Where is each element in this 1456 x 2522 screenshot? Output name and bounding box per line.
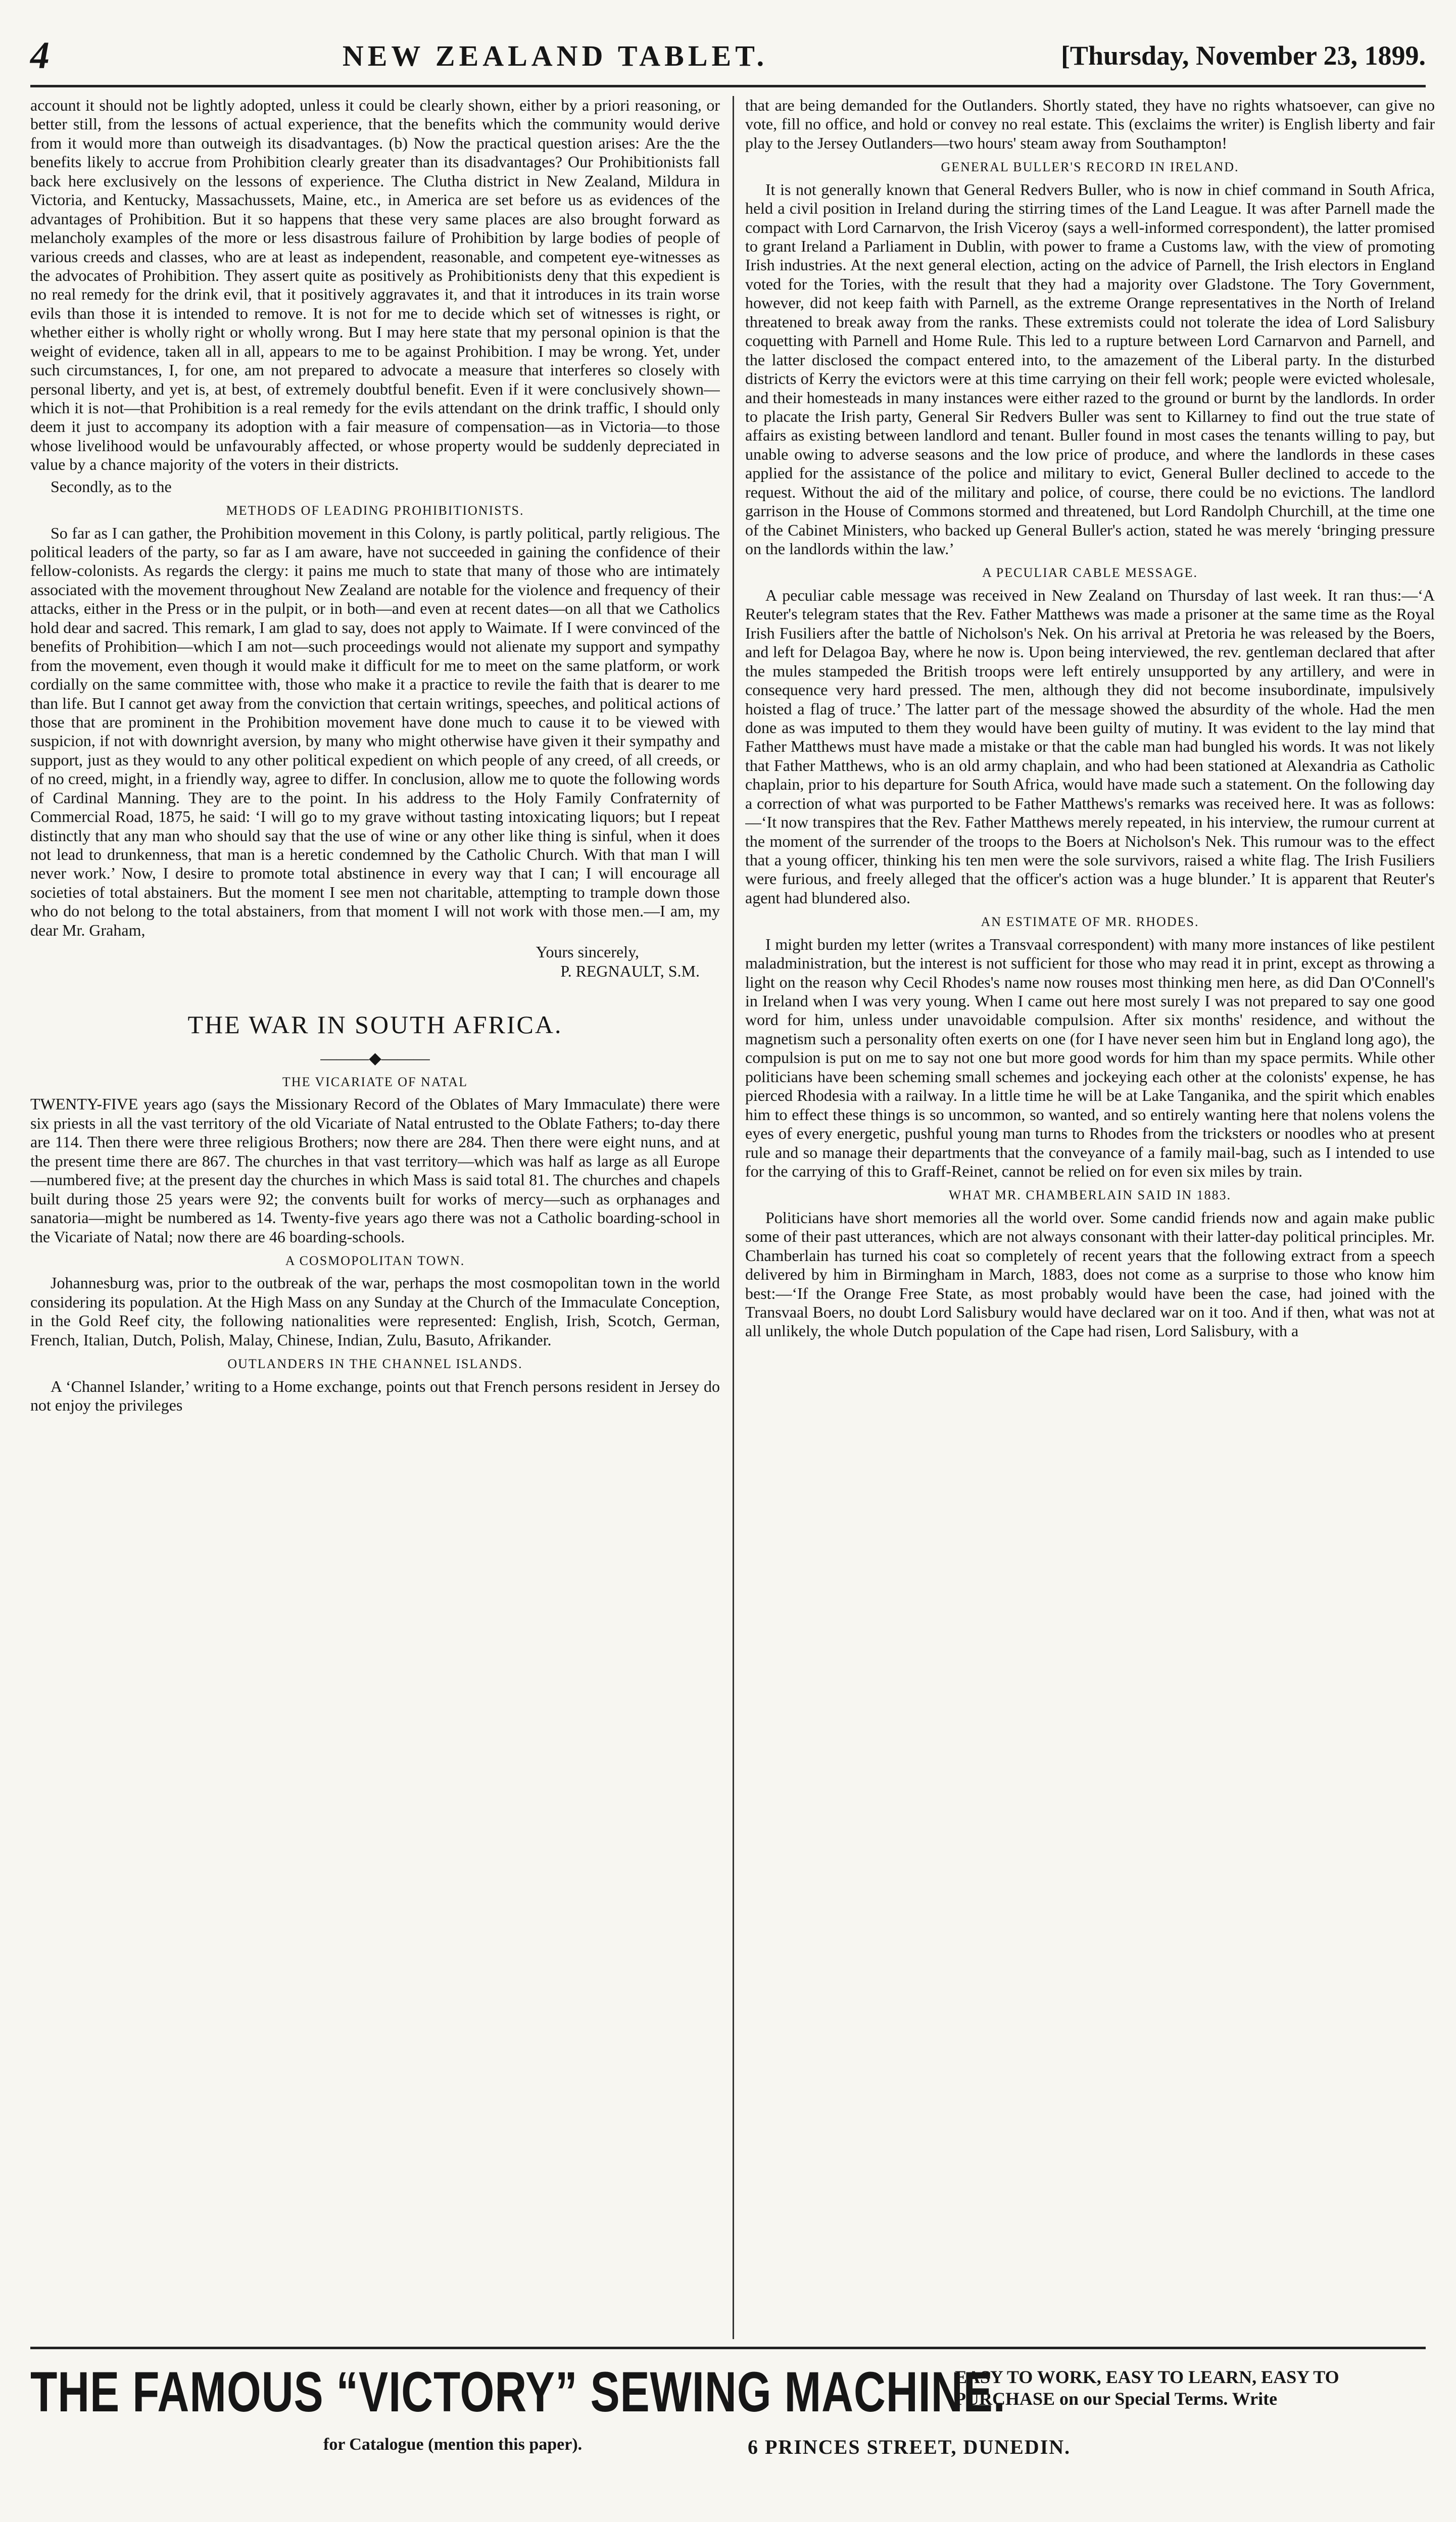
paragraph: account it should not be lightly adopted, unless it could be clearly shown, either by a priori reasoning, or better still, from the lessons of actual experience, that the benefits which the community would derive from it would more than outweigh its disadvantages. (b) Now the practical question arises: Are the the benefits likely to accrue from Prohibition clearly greater than its disadvantages? Our Prohibitionists fall back here exclusively on the lessons of experience. The Clutha district in New Zealand, Mildura in Victoria, and Kentucky, Massachussets, Maine, etc., in America are set before us as evidences of the advantages of Prohibition. But it so happens that these very same places are also brought forward as melancholy examples of the more or less disastrous failure of Prohibition by large bodies of people of various creeds and classes, who are at least as independent, reasonable, and competent eye-witnesses as the advocates of Prohibition. They assert quite as positively as Prohibitionists deny that this expedient is no real remedy for the drink evil, that it positively aggravates it, and that it introduces in its train worse evils than those it is intended to remove. It is not for me to decide which set of witnesses is right, or whether either is wholly right or wholly wrong. But I may here state that my personal opinion is that the weight of evidence, taken all in all, appears to me to be against Prohibition. I may be wrong. Yet, under such circumstances, I, for one, am not prepared to advocate a measure that interferes so closely with personal liberty, and yet is, at best, of extremely doubtful benefit. Even if it were conclusively shown—which it is not—that Prohibition is a real remedy for the evils attendant on the drink traffic, I should only deem it just to accompany its adoption with a fair measure of compensation—as in Victoria—to those whose livelihood would be unfavourably affected, or whose property would be suddenly depreciated in value by a chance majority of the voters in their districts. — [30, 96, 720, 474]
subheading-cosmopolitan: A COSMOPOLITAN TOWN. — [285, 1253, 465, 1268]
sewing-machine-advert — [30, 2359, 1426, 2496]
paragraph: I might burden my letter (writes a Transvaal correspondent) with many more instances of like pestilent maladministration, but the interest is not sufficient for those who may read it in print, except as throwing a light on the reason why Cecil Rhodes's name now rouses most thinking men here, as did Dan O'Connell's in Ireland when I was very young. When I came out here most surely I was not prepared to say one good word for him, unless under unavoidable compulsion. After six months' residence, and without the magnetism such a personality often exerts on one (for I have never seen him but in England long ago), the compulsion is put on me to say not one but more good words for him than my space permits. While other politicians have been scheming small schemes and jockeying each other at the colonists' expense, he has pierced Rhodesia with a railway. In a little time he will be at Lake Tanganika, and the spirit which enables him to effect these things is so uncommon, so wanted, and so entirely wanting here that nolens volens the eyes of every energetic, pushful young man turns to Rhodes from the tricksters or noodles who at present rule and so manage their departments that the conveyance of a family mail-bag, such as I intended to use for the carrying of this to Graff-Reinet, cannot be relied on for even six miles by train. — [745, 935, 1435, 1180]
subheading-cable: A PECULIAR CABLE MESSAGE. — [982, 565, 1198, 580]
advert-side-text: EASY TO WORK, EASY TO LEARN, EASY TO PURCHASE on our Special Terms. Write — [955, 2367, 1339, 2409]
letter-closing: Yours sincerely, — [536, 943, 639, 961]
paragraph: A peculiar cable message was received in New Zealand on Thursday of last week. It ran thus:—‘A Reuter's telegram states that the Rev. Father Matthews was made a prisoner at the same time as the Royal Irish Fusiliers after the battle of Nicholson's Nek. On his arrival at Pretoria he was released by the Boers, and left for Delagoa Bay, where he now is. Upon being interviewed, the rev. gentleman declared that after the mules stampeded the British troops were left entirely unsupported by any artillery, and were in consequence very hard pressed. The men, although they did not become insubordinate, impulsively hoisted a flag of truce.’ The latter part of the message showed the absurdity of the whole. Had the men done as was imputed to them they would have been guilty of mutiny. It was evident to the lay mind that Father Matthews must have made a mistake or that the cable man had bungled his words. It was not likely that Father Matthews, who is an old army chaplain, and who had been stationed at Alexandria as Catholic chaplain, prior to his departure for South Africa, would have made such a statement. On the following day a correction of what was purported to be Father Matthews's remarks was received here. It was as follows:—‘It now transpires that the Rev. Father Matthews merely repeated, in his interview, the rumour current at the moment of the surrender of the troops to the Boers at Nicholson's Nek. This rumour was to the effect that a young officer, thinking his ten men were the sole survivors, raised a white flag. The Irish Fusiliers were furious, and freely alleged that the officer's action was a huge blunder.’ It is apparent that Reuter's agent had blundered also. — [745, 586, 1435, 907]
paragraph: TWENTY-FIVE years ago (says the Missionary Record of the Oblates of Mary Immaculate) there were six priests in all the vast territory of the old Vicariate of Natal entrusted to the Oblate Fathers; to-day there are 114. Then there were three religious Brothers; now there are 284. Then there were eight nuns, and at the present time there are 867. The churches in that vast territory—which was half as large as all Europe—numbered five; at the present day the churches in which Mass is said total 81. The churches and chapels built during those 25 years were 92; the convents built for works of mercy—such as orphanages and sanatoria—might be numbered as 14. Twenty-five years ago there was not a Catholic boarding-school in the Vicariate of Natal; now there are 46 boarding-schools. — [30, 1095, 720, 1246]
page-number: 4 — [30, 34, 50, 77]
issue-date: [Thursday, November 23, 1899. — [1060, 40, 1426, 71]
subheading-rhodes: AN ESTIMATE OF MR. RHODES. — [981, 914, 1199, 930]
advert-catalogue-text: for Catalogue (mention this paper). — [323, 2435, 583, 2454]
masthead-rule — [30, 85, 1426, 87]
masthead — [30, 30, 1426, 81]
paragraph: Secondly, as to the — [51, 477, 172, 496]
letter-signature: P. REGNAULT, S.M. — [560, 961, 700, 980]
ornament-divider: ———◆——— — [320, 1048, 430, 1067]
paragraph: A ‘Channel Islander,’ writing to a Home exchange, points out that French persons resident in Jersey do not enjoy the privileges — [30, 1377, 720, 1414]
paragraph: So far as I can gather, the Prohibition movement in this Colony, is partly political, partly religious. The political leaders of the party, so far as I am aware, have not succeeded in gaining the confidence of their fellow-colonists. As regards the clergy: it pains me much to state that many of those who are intimately associated with the movement throughout New Zealand are notable for the violence and frequency of their attacks, either in the Press or in the pulpit, or in both—and even at recent dates—on all that we Catholics hold dear and sacred. This remark, I am glad to say, does not apply to Waimate. If I were convinced of the benefits of Prohibition—which I am not—such proceedings would not alienate my support and sympathy from the movement, even though it would make it difficult for me to meet on the same platform, or work cordially on the same committee with, those who make it a practice to revile the faith that is dearer to me than life. But I cannot get away from the conviction that certain writings, speeches, and political actions of those that are prominent in the Prohibition movement have done much to cause it to be viewed with suspicion, if not with downright aversion, by many who might otherwise have given it their sympathy and support, just as they would to any other political expedient on which people of any creed, of all creeds, or of no creed, might, in a friendly way, agree to differ. In conclusion, allow me to quote the following words of Cardinal Manning. They are to the point. In his address to the Holy Family Confraternity of Commercial Road, 1875, he said: ‘I will go to my grave without tasting intoxicating liquors; but I repeat distinctly that any man who should say that the use of wine or any other like thing is sinful, when it does not lead to drunkenness, that man is a heretic condemned by the Catholic Church. With that man I will never work.’ Now, I desire to promote total abstinence in every way that I can; I will encourage all societies of total abstainers. But the moment I see men not charitable, attempting to trample down those who do not belong to the total abstainers, from that moment I will not work with those men.—I am, my dear Mr. Graham, — [30, 523, 720, 939]
advert-rule — [30, 2347, 1426, 2349]
left-column — [30, 96, 720, 2339]
paragraph: Johannesburg was, prior to the outbreak of the war, perhaps the most cosmopolitan town in the world considering its population. At the High Mass on any Sunday at the Church of the Immaculate Conception, in the Gold Reef city, the following nationalities were represented: English, Irish, Scotch, German, French, Italian, Dutch, Polish, Malay, Chinese, Indian, Zulu, Basuto, Afrikander. — [30, 1274, 720, 1349]
paragraph: that are being demanded for the Outlanders. Shortly stated, they have no rights whatsoever, can give no vote, fill no office, and hold or convey no real estate. This (exclaims the writer) is English liberty and fair play to the Jersey Outlanders—two hours' steam away from Southampton! — [745, 96, 1435, 152]
subheading-methods: METHODS OF LEADING PROHIBITIONISTS. — [226, 503, 524, 518]
section-title-war: THE WAR IN SOUTH AFRICA. — [187, 1010, 563, 1039]
paragraph: It is not generally known that General Redvers Buller, who is now in chief command in South Africa, held a civil position in Ireland during the stirring times of the Land League. It was after Parnell made the compact with Lord Carnarvon, the Irish Viceroy (says a well-informed correspondent), the latter promised to grant Ireland a Parliament in Dublin, with power to frame a Customs law, with the view of promoting Irish industries. At the next general election, acting on the advice of Parnell, the Irish electors in England voted for the Tories, with the result that they had a majority over Gladstone. The Tory Government, however, did not keep faith with Parnell, as the extreme Orange representatives in the North of Ireland threatened to break away from the ranks. These extremists could not tolerate the idea of Lord Salisbury coquetting with Parnell and Home Rule. This led to a rupture between Lord Carnarvon and Parnell, and the latter disclosed the compact entered into, to the amazement of the Liberal party. In the disturbed districts of Kerry the evictors were at this time carrying on their fell work; people were evicted wholesale, and their homesteads in many instances were either razed to the ground or burnt by the landlords. In order to placate the Irish party, General Sir Redvers Buller was sent to Killarney to find out the true state of affairs as existing between landlord and tenant. Buller found in most cases the tenants willing to pay, but unable owing to adverse seasons and the low price of produce, and where the landlords in these cases applied for the assistance of the police and military to evict, General Buller declined to accede to the request. Without the aid of the military and police, of course, there could be no evictions. The landlord garrison in the House of Commons stormed and threatened, but Lord Randolph Churchill, at the time one of the Cabinet Ministers, who backed up General Buller's action, stated he was merely ‘bringing pressure on the landlords within the law.’ — [745, 180, 1435, 558]
subheading-vicariate: THE VICARIATE OF NATAL — [282, 1075, 468, 1090]
newspaper-title: NEW ZEALAND TABLET. — [342, 39, 768, 72]
subheading-outlanders: OUTLANDERS IN THE CHANNEL ISLANDS. — [227, 1356, 523, 1372]
subheading-buller: GENERAL BULLER'S RECORD IN IRELAND. — [941, 160, 1239, 175]
subheading-chamberlain: WHAT MR. CHAMBERLAIN SAID IN 1883. — [948, 1188, 1232, 1203]
advert-address: 6 PRINCES STREET, DUNEDIN. — [748, 2436, 1071, 2458]
column-divider — [733, 96, 734, 2339]
advert-headline: THE FAMOUS “VICTORY” SEWING MACHINE. — [30, 2360, 1006, 2423]
right-column — [745, 96, 1435, 2339]
letter-signoff — [30, 943, 700, 981]
paragraph: Politicians have short memories all the world over. Some candid friends now and again make public some of their past utterances, which are not always consonant with their latter-day political principles. Mr. Chamberlain has turned his coat so completely of recent years that the following extract from a speech delivered by him in Birmingham in March, 1883, does not come as a surprise to those who know him best:—‘If the Orange Free State, as most probably would have been the case, had joined with the Transvaal Boers, no doubt Lord Salisbury would have declared war on it too. And if then, what was not at all unlikely, the whole Dutch population of the Cape had risen, Lord Salisbury, with a — [745, 1208, 1435, 1340]
